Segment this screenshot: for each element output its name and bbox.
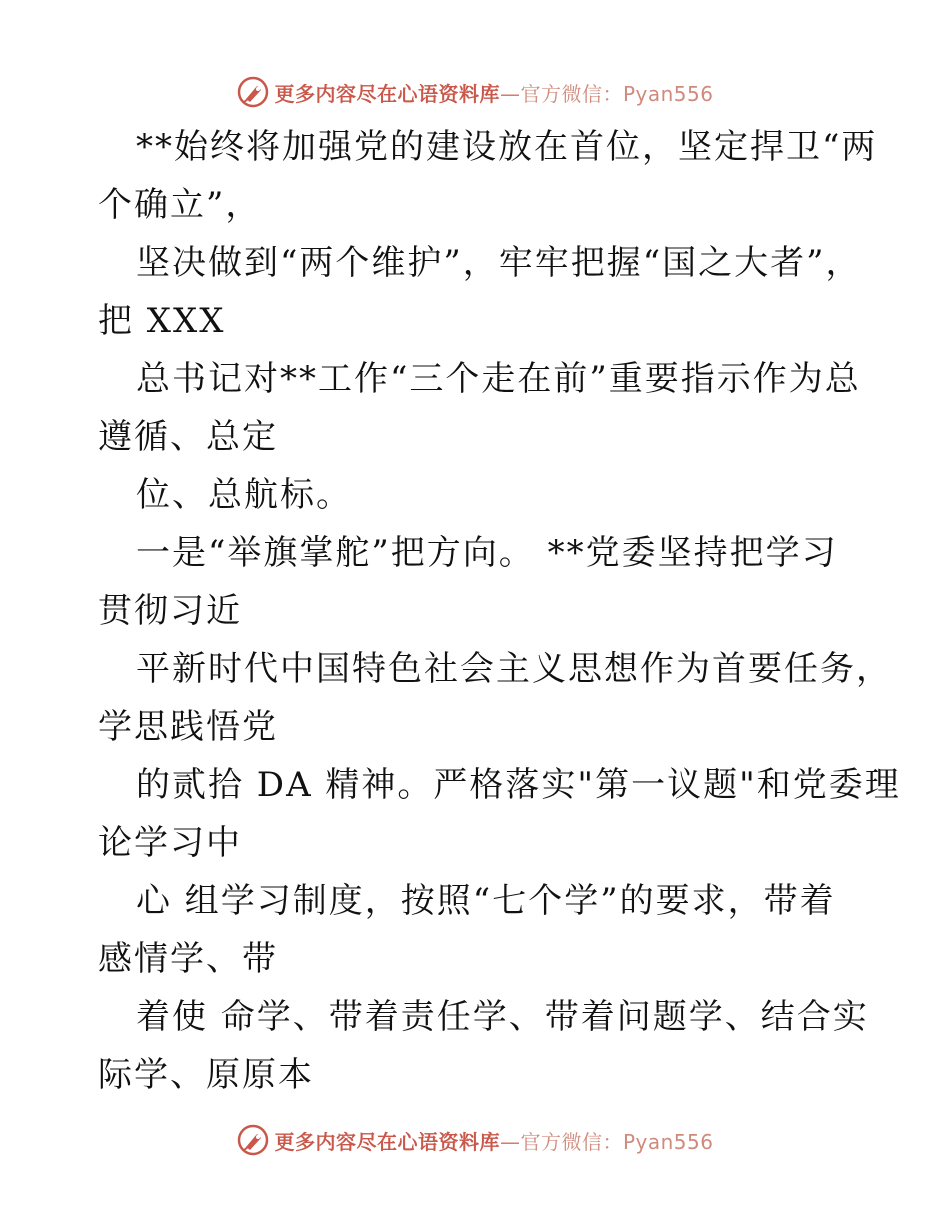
pen-nib-logo-icon	[236, 75, 270, 109]
text-line: 一是“举旗掌舵”把方向。 **党委坚持把学习	[136, 533, 838, 573]
document-body	[98, 118, 901, 1104]
header-banner	[0, 72, 950, 112]
text-line: 个确立”，	[98, 185, 262, 225]
pen-nib-logo-icon	[236, 1123, 270, 1157]
footer-banner-text	[274, 1126, 713, 1155]
text-line: 学思践悟党	[98, 707, 278, 747]
text-line: 平新时代中国特色社会主义思想作为首要任务，	[136, 649, 892, 689]
text-line: 的贰拾 DA 精神。严格落实"第一议题"和党委理	[136, 765, 901, 805]
footer-banner	[0, 1120, 950, 1160]
text-line: 把 XXX	[98, 301, 226, 341]
text-line: 论学习中	[98, 823, 242, 863]
text-line: 际学、原原本	[98, 1055, 314, 1095]
text-line: 贯彻习近	[98, 591, 242, 631]
header-banner-text	[274, 78, 713, 107]
header-wechat: 官方微信：Pyan556	[520, 81, 714, 106]
text-line: 坚决做到“两个维护”，牢牢把握“国之大者”，	[136, 243, 862, 283]
footer-wechat: 官方微信：Pyan556	[520, 1129, 714, 1154]
text-line: 位、总航标。	[136, 475, 352, 515]
footer-separator: —	[499, 1129, 521, 1154]
footer-brand: 更多内容尽在心语资料库	[274, 1129, 500, 1154]
text-line: 遵循、总定	[98, 417, 278, 457]
text-line: 心 组学习制度，按照“七个学”的要求，带着	[136, 881, 836, 921]
text-line: 着使 命学、带着责任学、带着问题学、结合实	[136, 997, 869, 1037]
text-line: 总书记对**工作“三个走在前”重要指示作为总	[136, 359, 861, 399]
text-line: **始终将加强党的建设放在首位，坚定捍卫“两	[136, 127, 878, 167]
text-line: 感情学、带	[98, 939, 278, 979]
header-brand: 更多内容尽在心语资料库	[274, 81, 500, 106]
header-separator: —	[499, 81, 521, 106]
